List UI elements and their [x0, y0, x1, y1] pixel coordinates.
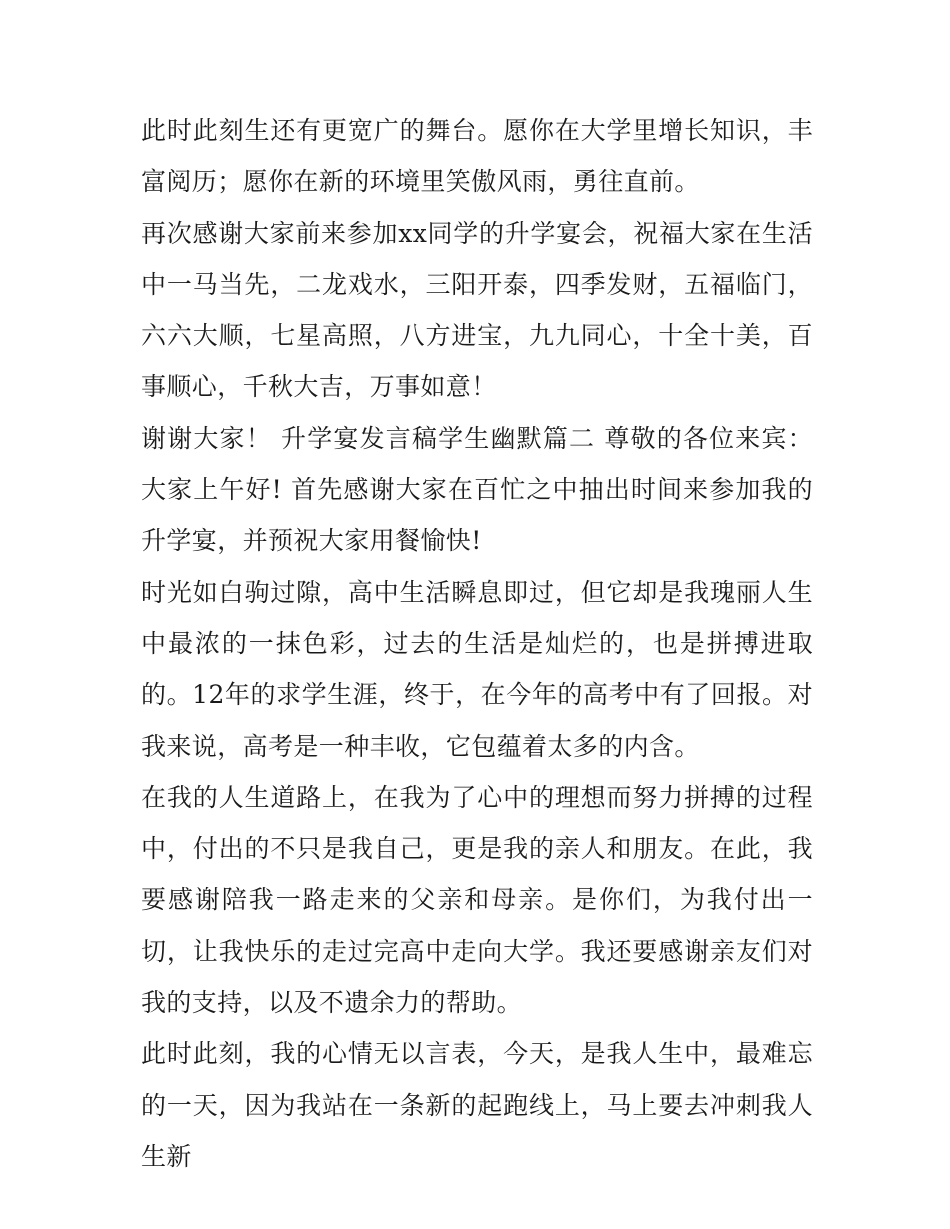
paragraph-2: 再次感谢大家前来参加xx同学的升学宴会，祝福大家在生活中一马当先，二龙戏水，三阳开泰，四季发财，五福临门，六六大顺，七星高照，八方进宝，九九同心，十全十美，百事顺心，千秋大吉，万事如意！: [141, 218, 813, 402]
document-body: [141, 105, 813, 1182]
paragraph-1: 此时此刻生还有更宽广的舞台。愿你在大学里增长知识，丰富阅历；愿你在新的环境里笑傲风雨，勇往直前。: [141, 116, 813, 197]
paragraph-3: 谢谢大家！ 升学宴发言稿学生幽默篇二 尊敬的各位来宾： 大家上午好! 首先感谢大家在百忙之中抽出时间来参加我的升学宴，并预祝大家用餐愉快!: [141, 423, 813, 556]
paragraph-4: 时光如白驹过隙，高中生活瞬息即过，但它却是我瑰丽人生中最浓的一抹色彩，过去的生活是灿烂的，也是拼搏进取的。12年的求学生涯，终于，在今年的高考中有了回报。对我来说，高考是一种丰收，它包蕴着太多的内含。: [141, 577, 813, 761]
paragraph-6: 此时此刻，我的心情无以言表，今天，是我人生中，最难忘的一天，因为我站在一条新的起跑线上，马上要去冲刺我人生新: [141, 1039, 813, 1171]
paragraph-5: 在我的人生道路上，在我为了心中的理想而努力拼搏的过程中，付出的不只是我自己，更是我的亲人和朋友。在此，我要感谢陪我一路走来的父亲和母亲。是你们，为我付出一切，让我快乐的走过完高中走向大学。我还要感谢亲友们对我的支持，以及不遗余力的帮助。: [141, 782, 813, 1018]
